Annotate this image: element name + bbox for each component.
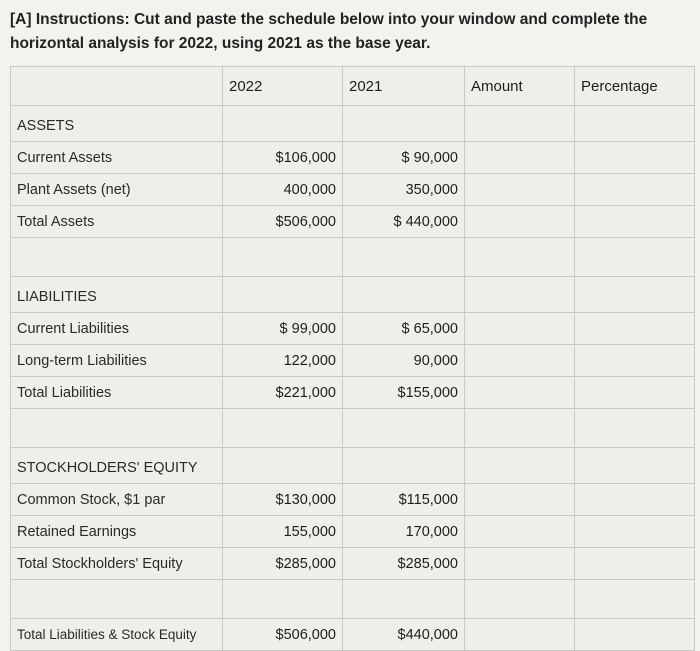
empty-cell	[343, 238, 465, 277]
value-2021: 170,000	[343, 516, 465, 548]
empty-cell	[223, 238, 343, 277]
value-2021: $ 90,000	[343, 142, 465, 174]
empty-cell[interactable]	[343, 106, 465, 142]
row-label: Total Stockholders' Equity	[11, 548, 223, 580]
empty-cell	[575, 580, 695, 619]
percentage-input-cell[interactable]	[575, 619, 695, 651]
value-2022: $ 99,000	[223, 313, 343, 345]
percentage-input-cell[interactable]	[575, 142, 695, 174]
empty-cell	[343, 580, 465, 619]
percentage-input-cell[interactable]	[575, 174, 695, 206]
table-row	[11, 206, 695, 238]
value-2022: $506,000	[223, 619, 343, 651]
schedule-sheet	[10, 66, 694, 643]
row-label: Long-term Liabilities	[11, 345, 223, 377]
header-label-cell	[11, 67, 223, 106]
row-label: Total Liabilities	[11, 377, 223, 409]
empty-cell[interactable]	[223, 106, 343, 142]
table-row	[11, 484, 695, 516]
amount-input-cell[interactable]	[465, 619, 575, 651]
section-row-liabilities	[11, 277, 695, 313]
table-row	[11, 142, 695, 174]
percentage-input-cell[interactable]	[575, 377, 695, 409]
value-2021: 90,000	[343, 345, 465, 377]
horizontal-analysis-table	[10, 66, 695, 651]
percentage-input-cell[interactable]	[575, 548, 695, 580]
percentage-input-cell[interactable]	[575, 516, 695, 548]
value-2022: 400,000	[223, 174, 343, 206]
percentage-input-cell[interactable]	[575, 277, 695, 313]
amount-input-cell[interactable]	[465, 106, 575, 142]
table-row	[11, 345, 695, 377]
amount-input-cell[interactable]	[465, 548, 575, 580]
value-2022: 155,000	[223, 516, 343, 548]
value-2021: 350,000	[343, 174, 465, 206]
percentage-input-cell[interactable]	[575, 206, 695, 238]
value-2021: $155,000	[343, 377, 465, 409]
header-amount: Amount	[465, 67, 575, 106]
section-title-liabilities: LIABILITIES	[11, 277, 223, 313]
amount-input-cell[interactable]	[465, 313, 575, 345]
amount-input-cell[interactable]	[465, 484, 575, 516]
section-title-equity: STOCKHOLDERS' EQUITY	[11, 448, 223, 484]
empty-cell	[11, 580, 223, 619]
amount-input-cell[interactable]	[465, 174, 575, 206]
total-row	[11, 619, 695, 651]
value-2022: $106,000	[223, 142, 343, 174]
amount-input-cell[interactable]	[465, 448, 575, 484]
row-label: Retained Earnings	[11, 516, 223, 548]
row-label: Common Stock, $1 par	[11, 484, 223, 516]
value-2021: $285,000	[343, 548, 465, 580]
section-row-equity	[11, 448, 695, 484]
empty-cell	[575, 238, 695, 277]
amount-input-cell[interactable]	[465, 277, 575, 313]
header-percentage: Percentage	[575, 67, 695, 106]
amount-input-cell[interactable]	[465, 206, 575, 238]
value-2021: $ 65,000	[343, 313, 465, 345]
header-2022: 2022	[223, 67, 343, 106]
spacer-row	[11, 238, 695, 277]
percentage-input-cell[interactable]	[575, 448, 695, 484]
row-label: Current Liabilities	[11, 313, 223, 345]
percentage-input-cell[interactable]	[575, 313, 695, 345]
amount-input-cell[interactable]	[465, 345, 575, 377]
empty-cell	[343, 409, 465, 448]
amount-input-cell[interactable]	[465, 142, 575, 174]
instructions-text: [A] Instructions: Cut and paste the schedule below into your window and complete the horizontal analysis for 2022, using 2021 as the base year.	[10, 11, 648, 52]
empty-cell	[575, 409, 695, 448]
empty-cell	[11, 409, 223, 448]
empty-cell	[465, 238, 575, 277]
empty-cell[interactable]	[223, 277, 343, 313]
empty-cell	[223, 580, 343, 619]
value-2021: $115,000	[343, 484, 465, 516]
empty-cell[interactable]	[343, 277, 465, 313]
section-row-assets	[11, 106, 695, 142]
value-2022: $506,000	[223, 206, 343, 238]
row-label: Total Assets	[11, 206, 223, 238]
amount-input-cell[interactable]	[465, 377, 575, 409]
row-label: Total Liabilities & Stock Equity	[11, 619, 223, 651]
table-row	[11, 174, 695, 206]
empty-cell	[223, 409, 343, 448]
percentage-input-cell[interactable]	[575, 345, 695, 377]
empty-cell[interactable]	[343, 448, 465, 484]
empty-cell	[465, 409, 575, 448]
value-2022: $130,000	[223, 484, 343, 516]
row-label: Current Assets	[11, 142, 223, 174]
value-2022: $221,000	[223, 377, 343, 409]
empty-cell	[465, 580, 575, 619]
percentage-input-cell[interactable]	[575, 106, 695, 142]
spacer-row	[11, 580, 695, 619]
value-2021: $ 440,000	[343, 206, 465, 238]
table-row	[11, 377, 695, 409]
percentage-input-cell[interactable]	[575, 484, 695, 516]
table-row	[11, 516, 695, 548]
row-label: Plant Assets (net)	[11, 174, 223, 206]
empty-cell[interactable]	[223, 448, 343, 484]
empty-cell	[11, 238, 223, 277]
table-row	[11, 548, 695, 580]
spacer-row	[11, 409, 695, 448]
table-header-row	[11, 67, 695, 106]
value-2021: $440,000	[343, 619, 465, 651]
table-row	[11, 313, 695, 345]
amount-input-cell[interactable]	[465, 516, 575, 548]
section-title-assets: ASSETS	[11, 106, 223, 142]
value-2022: $285,000	[223, 548, 343, 580]
value-2022: 122,000	[223, 345, 343, 377]
header-2021: 2021	[343, 67, 465, 106]
